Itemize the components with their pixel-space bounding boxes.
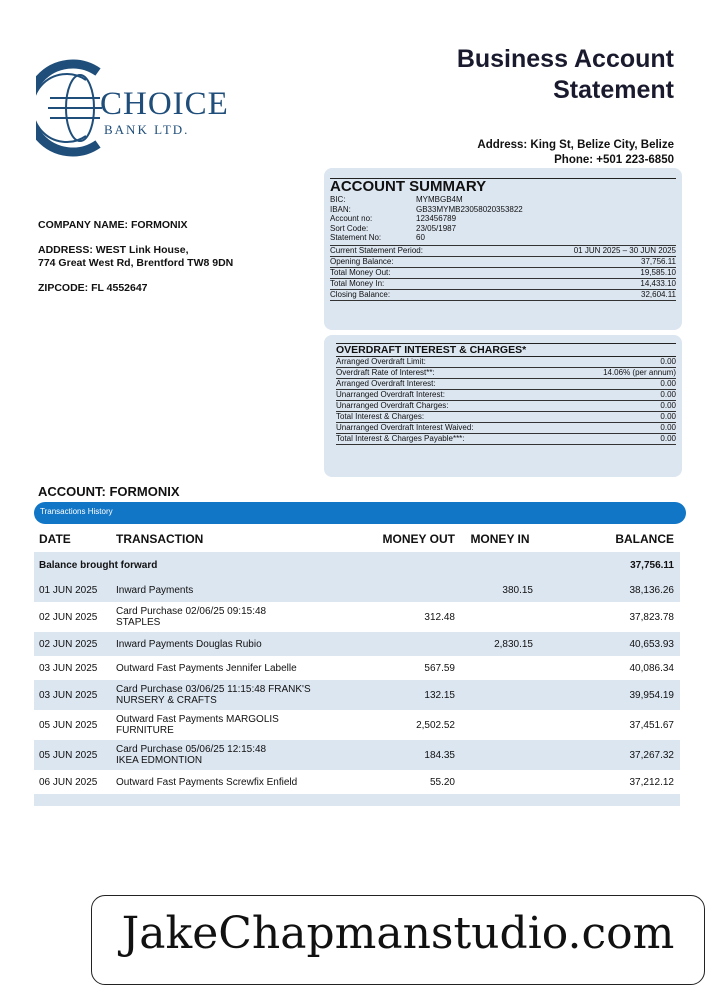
overdraft-row: Arranged Overdraft Limit: 0.00 [336,357,676,366]
table-row: 03 JUN 2025 Outward Fast Payments Jennifer Labelle 567.59 40,086.34 [39,662,674,674]
iban-label: IBAN: [330,204,351,214]
iban-row [330,205,676,215]
summary-row: Current Statement Period: 01 JUN 2025 – 30 JUN 2025 [330,245,676,255]
transactions-history-label: Transactions History [40,507,113,516]
company-info [38,219,318,295]
sort-code-value: 23/05/1987 [416,223,457,233]
summary-row: Total Money In: 14,433.10 [330,278,676,288]
overdraft-row: Total Interest & Charges Payable***: 0.00 [336,434,676,443]
brought-forward-label: Balance brought forward [39,559,158,571]
transactions-history-bar [34,502,686,524]
summary-row: Total Money Out: 19,585.10 [330,267,676,277]
bank-logo [36,58,236,158]
sort-code-label: Sort Code: [330,223,369,233]
summary-row: Opening Balance: 37,756.11 [330,256,676,266]
table-footer [34,794,680,806]
balance-brought-forward-row [34,552,680,578]
table-row: 02 JUN 2025 Card Purchase 02/06/25 09:15:48 STAPLES 312.48 37,823.78 [39,606,674,628]
watermark-box [91,895,705,985]
bank-name: CHOICE [100,86,229,122]
bank-subtitle: BANK LTD. [104,122,190,137]
sort-code-row [330,224,676,234]
overdraft-row: Arranged Overdraft Interest: 0.00 [336,379,676,388]
overdraft-row: Total Interest & Charges: 0.00 [336,412,676,421]
col-balance: BALANCE [615,532,674,546]
bic-label: BIC: [330,195,346,204]
account-no-label: Account no: [330,214,373,223]
document-title [394,44,674,106]
globe-c-icon [36,58,106,158]
title-line-2: Statement [553,76,674,104]
overdraft-title: OVERDRAFT INTEREST & CHARGES* [336,343,676,357]
summary-row: Closing Balance: 32,604.11 [330,289,676,299]
bank-address: Address: King St, Belize City, Belize [477,139,674,151]
overdraft-row: Overdraft Rate of Interest**: 14.06% (per annum) [336,368,676,377]
col-transaction: TRANSACTION [116,532,204,546]
col-money-out: MONEY OUT [382,532,455,546]
bic-value: MYMBGB4M [416,195,463,204]
iban-value: GB33MYMB23058020353822 [416,204,523,214]
statement-no-value: 60 [416,233,425,242]
col-date: DATE [39,532,71,546]
col-money-in: MONEY IN [470,532,530,546]
company-address-2: 774 Great West Rd, Brentford TW8 9DN [38,257,234,269]
table-row: 03 JUN 2025 Card Purchase 03/06/25 11:15:48 FRANK'S NURSERY & CRAFTS 132.15 39,954.19 [34,680,680,710]
transactions-table [34,526,680,806]
table-row: 05 JUN 2025 Outward Fast Payments MARGOLIS FURNITURE 2,502.52 37,451.67 [39,714,674,736]
table-row: 02 JUN 2025 Inward Payments Douglas Rubio 2,830.15 40,653.93 [34,632,680,656]
bic-row [330,195,676,205]
company-address-1: ADDRESS: WEST Link House, [38,244,189,256]
watermark-text: JakeChapmanstudio.com [121,908,675,959]
bank-address-block [354,138,674,168]
table-header [34,526,680,552]
overdraft-panel [324,335,682,477]
account-no-value: 123456789 [416,214,457,223]
brought-forward-balance: 37,756.11 [630,559,674,571]
company-name: COMPANY NAME: FORMONIX [38,219,188,231]
overdraft-row: Unarranged Overdraft Charges: 0.00 [336,401,676,410]
table-row: 06 JUN 2025 Outward Fast Payments Screwfix Enfield 55.20 37,212.12 [39,776,674,788]
overdraft-row: Unarranged Overdraft Interest Waived: 0.00 [336,423,676,432]
title-line-1: Business Account [456,45,674,73]
account-summary-title: ACCOUNT SUMMARY [330,178,676,195]
statement-no-label: Statement No: [330,233,382,242]
account-no-row [330,214,676,224]
table-row: 01 JUN 2025 Inward Payments 380.15 38,136.26 [34,578,680,602]
company-zipcode: ZIPCODE: FL 4552647 [38,282,148,294]
bank-phone: Phone: +501 223-6850 [554,154,674,166]
account-heading: ACCOUNT: FORMONIX [38,484,180,499]
table-row: 05 JUN 2025 Card Purchase 05/06/25 12:15:48 IKEA EDMONTION 184.35 37,267.32 [34,740,680,770]
overdraft-row: Unarranged Overdraft Interest: 0.00 [336,390,676,399]
statement-no-row [330,233,676,243]
summary-table [330,245,676,301]
account-summary-panel [324,168,682,330]
